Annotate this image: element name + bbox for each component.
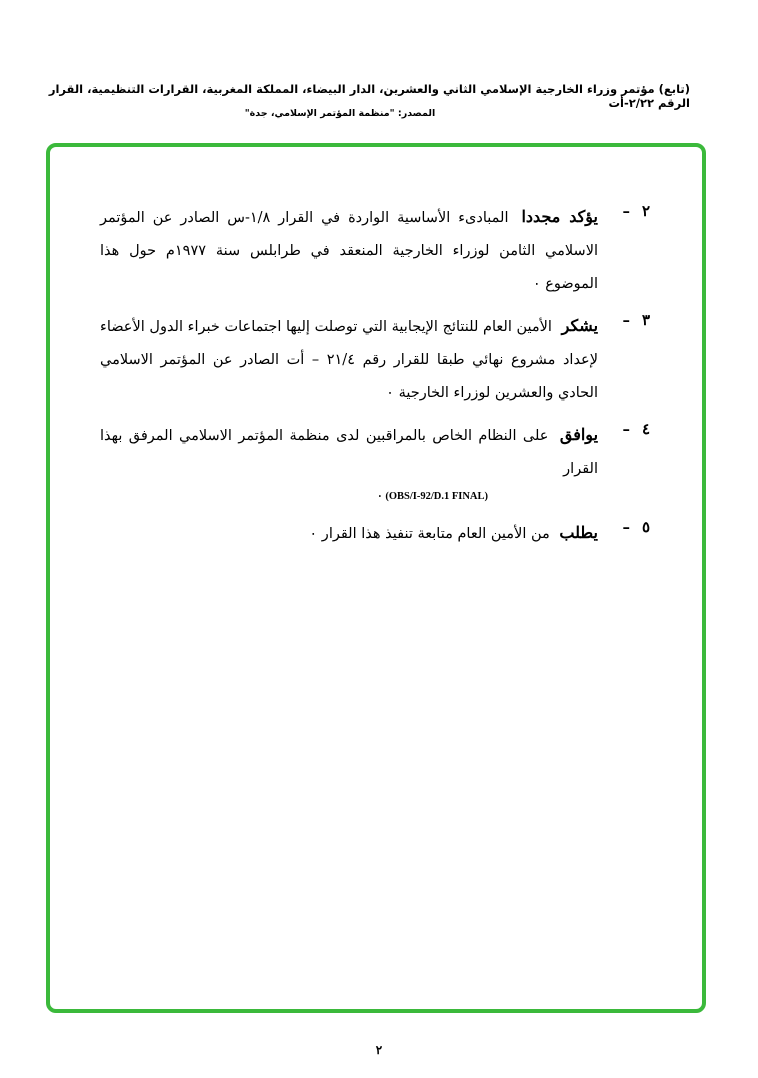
item-number: ٤ (641, 420, 650, 438)
item-number-group (598, 516, 650, 551)
page-header-source: المصدر: "منظمة المؤتمر الإسلامي، جدة" (244, 108, 436, 119)
item-lead-verb: يطلب (559, 523, 598, 542)
item-text-block (100, 200, 598, 301)
item-dash: – (622, 311, 630, 329)
item-dash: – (622, 420, 630, 438)
item-number: ٢ (641, 202, 650, 220)
document-reference: (OBS/I-92/D.1 FINAL) ٠ (377, 491, 488, 502)
item-lead-verb: يشكر (561, 316, 599, 335)
resolution-items (100, 200, 650, 559)
item-number: ٣ (641, 311, 650, 329)
item-text-block (100, 418, 598, 508)
item-number-group (598, 200, 650, 301)
item-text-block (100, 516, 598, 551)
item-lead-verb: يؤكد مجددا (521, 207, 599, 226)
item-text-block (100, 309, 598, 410)
item-text: على النظام الخاص بالمراقبين لدى منظمة المؤتمر الاسلامي المرفق بهذا القرار (100, 428, 598, 477)
item-text: من الأمين العام متابعة تنفيذ هذا القرار ٠ (309, 526, 550, 542)
item-dash: – (622, 202, 630, 220)
item-number-group (598, 309, 650, 410)
item-text: المبادىء الأساسية الواردة في القرار ١/٨-س الصادر عن المؤتمر الاسلامي الثامن لوزراء الخارجية المنعقد في طرابلس سنة ١٩٧٧م حول هذا الموضوع ٠ (100, 210, 598, 292)
item-number-group (598, 418, 650, 508)
list-item (100, 516, 650, 551)
list-item (100, 309, 650, 410)
item-text: الأمين العام للنتائج الإيجابية التي توصلت إليها اجتماعات خبراء الدول الأعضاء لإعداد مشروع نهائي طبقا للقرار رقم ٢١/٤ – أت الصادر عن المؤتمر الاسلامي الحادي والعشرين لوزراء الخارجية ٠ (100, 319, 598, 401)
item-dash: – (622, 518, 630, 536)
item-lead-verb: يوافق (559, 425, 599, 444)
item-number: ٥ (641, 518, 650, 536)
page-header-title: (تابع) مؤتمر وزراء الخارجية الإسلامي الثاني والعشرين، الدار البيضاء، المملكة المغربية، القرارات التنظيمية، القرار الرقم ٢/٢٢-أت (48, 82, 690, 110)
list-item (100, 200, 650, 301)
list-item (100, 418, 650, 508)
page-number: ٢ (375, 1043, 383, 1057)
